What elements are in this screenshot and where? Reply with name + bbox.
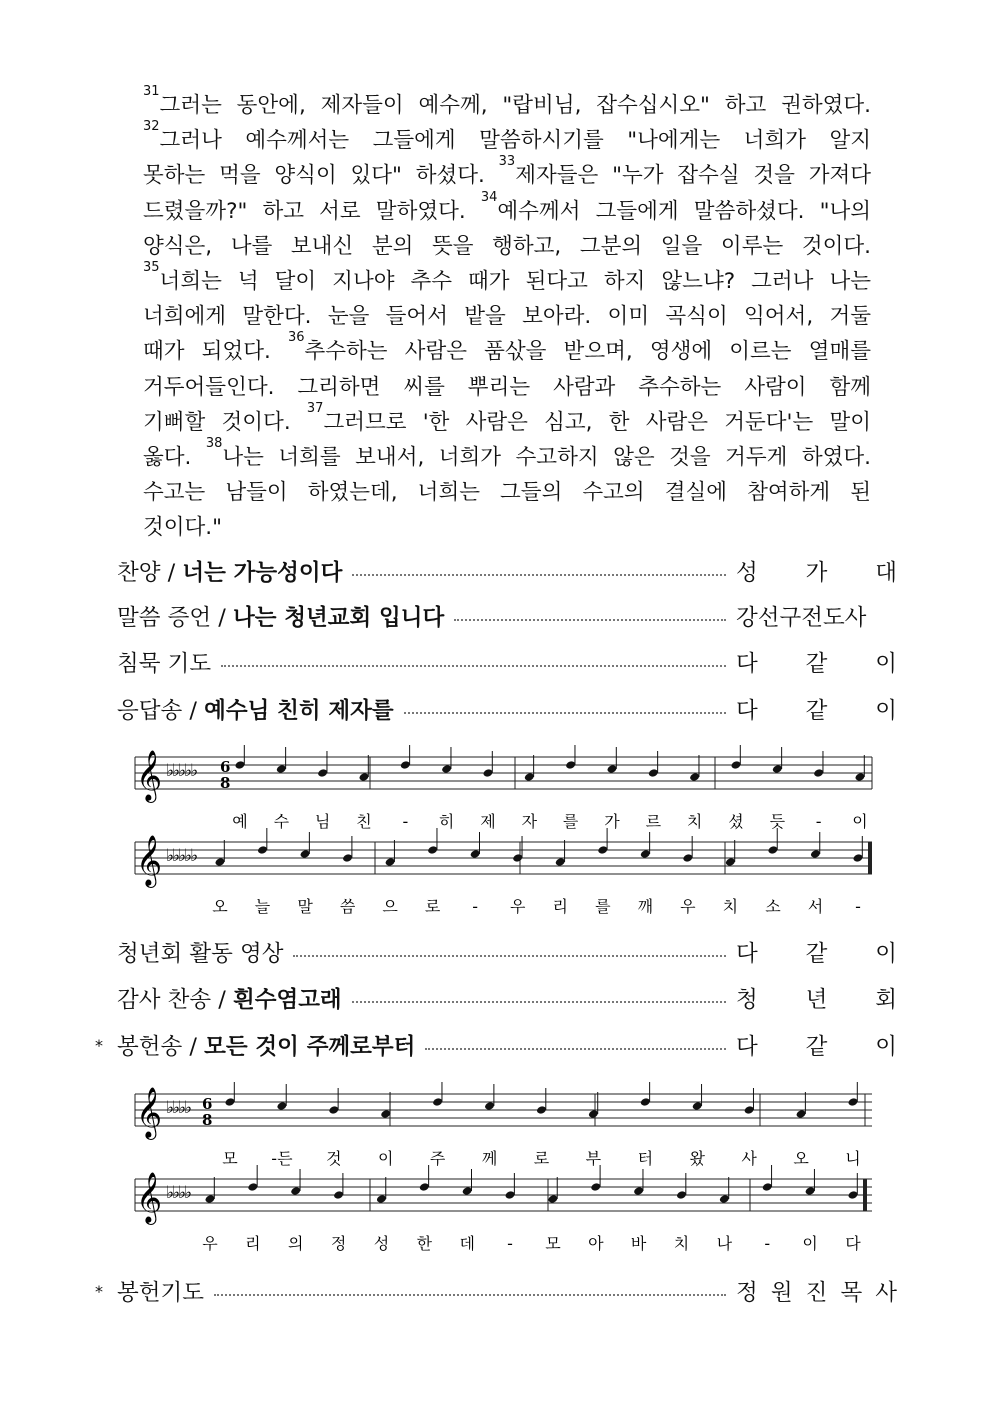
order-leader — [736, 693, 897, 725]
leader-char: 이 — [875, 941, 897, 967]
lyric-syllable: 니 — [845, 1149, 861, 1168]
star-mark: * — [95, 1281, 103, 1301]
verse-text: 드렸을까?" 하고 서로 말하였다. — [143, 198, 481, 224]
leader-char: 다 — [736, 1034, 758, 1060]
leader-char: 같 — [805, 651, 828, 677]
lyric-syllable: 오 — [793, 1149, 809, 1168]
lyric-syllable: 자 — [521, 812, 538, 831]
lyric-syllable: 터 — [637, 1149, 654, 1168]
treble-clef: 𝄞 — [136, 835, 163, 886]
leader-dots — [454, 619, 726, 621]
scripture-line — [143, 475, 871, 510]
lyric-syllable: 르 — [645, 812, 662, 831]
leader-char: 대 — [875, 560, 897, 586]
order-leader — [736, 555, 897, 587]
leader-char: 성 — [736, 560, 758, 586]
lyric-syllable: 모 — [222, 1149, 238, 1168]
lyric-syllable: - — [815, 812, 822, 831]
verse-number: 35 — [143, 259, 160, 275]
verse-text: 기뻐할 것이다. — [143, 409, 307, 435]
order-label: 봉헌송 / — [117, 1034, 205, 1060]
leader-char: 목 — [840, 1280, 863, 1306]
leader-char: 강선구전도사 — [736, 605, 867, 631]
lyric-syllable: 나 — [716, 1234, 733, 1253]
leader-char: 다 — [736, 698, 758, 724]
lyric-syllable: 이 — [802, 1234, 818, 1253]
treble-clef: 𝄞 — [136, 1087, 163, 1138]
verse-number: 37 — [306, 400, 324, 416]
order-label: 말씀 증언 / — [117, 605, 233, 631]
order-leader — [736, 646, 897, 678]
scripture-line — [143, 510, 871, 545]
lyric-syllable: - — [507, 1234, 513, 1253]
leader-dots — [352, 1001, 726, 1003]
verse-text: 그러는 동안에, 제자들이 예수께, "랍비님, 잡수십시오" 하고 권하였다. — [159, 93, 871, 118]
order-leader — [736, 982, 897, 1014]
lyric-syllable: 늘 — [254, 897, 271, 916]
lyric-syllable: -든 — [271, 1149, 293, 1168]
verse-text: 옳다. — [143, 444, 206, 470]
leader-char: 년 — [805, 987, 828, 1013]
lyric-syllable: 모 — [545, 1234, 561, 1253]
lyric-syllable: 리 — [552, 897, 569, 916]
order-praise — [95, 551, 897, 591]
order-leader — [736, 936, 897, 968]
lyric-syllable: 주 — [429, 1149, 446, 1168]
leader-dots — [352, 574, 726, 576]
verse-number: 38 — [205, 435, 223, 451]
leader-char: 같 — [805, 1034, 828, 1060]
lyric-syllable: 친 — [356, 812, 372, 831]
lyric-syllable: 를 — [595, 897, 611, 916]
order-title: 너는 가능성이다 — [182, 560, 343, 586]
score-offering — [130, 1082, 880, 1262]
lyric-syllable: 말 — [297, 897, 313, 916]
verse-text: 예수께서 그들에게 말씀하셨다. "나의 — [497, 198, 872, 224]
key-signature: ♭♭♭♭ — [166, 1098, 191, 1118]
lyric-syllable: 깨 — [637, 897, 654, 916]
leader-char: 진 — [805, 1280, 828, 1306]
order-title: 나는 청년교회 입니다 — [232, 605, 445, 631]
lyric-syllable: 로 — [424, 897, 441, 916]
order-offering-song — [95, 1025, 897, 1065]
lyric-syllable: 수 — [273, 812, 290, 831]
lyric-syllable: 다 — [845, 1234, 861, 1253]
order-title: 흰수염고래 — [232, 987, 342, 1013]
lyric-syllable: 사 — [741, 1149, 757, 1168]
treble-clef: 𝄞 — [136, 1172, 163, 1223]
scripture-line — [143, 189, 872, 229]
lyric-syllable: 정 — [330, 1234, 347, 1253]
leader-char: 원 — [770, 1280, 793, 1306]
lyric-syllable: 씀 — [339, 897, 356, 916]
time-signature-bottom: 8 — [202, 1111, 213, 1129]
scripture-line — [143, 330, 871, 369]
lyric-syllable: 의 — [287, 1234, 304, 1253]
music-staff — [130, 1082, 880, 1262]
lyric-syllable: 성 — [373, 1234, 390, 1253]
scripture-line — [143, 229, 871, 264]
verse-text: 추수하는 사람은 품삯을 받으며, 영생에 이르는 열매를 — [304, 339, 871, 365]
lyric-syllable: 으 — [382, 897, 398, 916]
time-signature-bottom: 8 — [220, 774, 231, 792]
verse-number: 32 — [143, 119, 160, 135]
scripture-line — [143, 400, 871, 440]
scripture-line — [143, 84, 871, 123]
order-title: 예수님 친히 제자를 — [204, 698, 394, 724]
order-leader — [736, 1029, 897, 1061]
music-staff — [130, 745, 880, 925]
lyric-syllable: - — [855, 897, 861, 916]
lyric-syllable: 것 — [326, 1149, 342, 1168]
leader-char: 다 — [736, 941, 758, 967]
order-offering-prayer — [95, 1271, 897, 1311]
lyric-syllable: - — [472, 897, 479, 916]
lyric-syllable: 예 — [232, 812, 248, 831]
verse-number: 36 — [287, 330, 305, 346]
lyric-syllable: 서 — [807, 897, 824, 916]
leader-char: 다 — [736, 651, 758, 677]
lyric-syllable: 치 — [686, 812, 703, 831]
scripture-line — [143, 259, 871, 299]
verse-text: 그러므로 '한 사람은 심고, 한 사람은 거둔다'는 말이 — [323, 409, 871, 435]
verse-text: 나는 너희를 보내서, 너희가 수고하지 않은 것을 거두게 하였다. — [222, 444, 871, 470]
lyric-syllable: 한 — [416, 1234, 433, 1253]
order-youth-video — [95, 932, 897, 972]
time-signature-top: 6 — [202, 1095, 213, 1113]
lyric-syllable: 가 — [604, 812, 620, 831]
order-label: 찬양 / — [117, 560, 183, 586]
leader-char: 이 — [875, 698, 897, 724]
treble-clef: 𝄞 — [136, 750, 163, 801]
lyric-syllable: 부 — [585, 1149, 602, 1168]
lyric-syllable: 님 — [314, 812, 331, 831]
leader-dots — [404, 712, 726, 714]
lyric-syllable: 를 — [562, 812, 579, 831]
lyric-syllable: 바 — [630, 1234, 647, 1253]
order-response-song — [95, 689, 897, 729]
score-response — [130, 745, 880, 925]
lyric-syllable: 데 — [459, 1234, 475, 1253]
lyric-syllable: 치 — [673, 1234, 690, 1253]
order-label: 감사 찬송 / — [117, 987, 233, 1013]
lyric-syllable: 로 — [533, 1149, 550, 1168]
lyric-syllable: - — [764, 1234, 771, 1253]
order-label: 봉헌기도 — [117, 1280, 204, 1306]
order-label: 침묵 기도 — [117, 651, 212, 677]
leader-dots — [425, 1048, 726, 1050]
leader-dots — [221, 665, 726, 667]
leader-char: 회 — [875, 987, 897, 1013]
leader-char: 정 — [736, 1280, 758, 1306]
order-label: 청년회 활동 영상 — [117, 941, 284, 967]
lyric-syllable: 히 — [438, 812, 455, 831]
lyric-syllable: 우 — [509, 897, 526, 916]
order-leader — [736, 1275, 897, 1307]
order-silent-prayer — [95, 642, 897, 682]
key-signature: ♭♭♭♭♭ — [166, 761, 197, 781]
lyric-syllable: 셨 — [728, 812, 744, 831]
order-label: 응답송 / — [117, 698, 205, 724]
lyric-syllable: 소 — [765, 897, 781, 916]
leader-char: 청 — [736, 987, 758, 1013]
verse-text: 거두어들인다. 그리하면 씨를 뿌리는 사람과 추수하는 사람이 함께 — [143, 374, 871, 400]
verse-number: 31 — [143, 84, 160, 99]
verse-text: 양식은, 나를 보내신 분의 뜻을 행하고, 그분의 일을 이루는 것이다. — [143, 233, 871, 259]
order-title: 모든 것이 주께로부터 — [204, 1034, 416, 1060]
lyric-syllable: 치 — [722, 897, 739, 916]
verse-text: 너희에게 말한다. 눈을 들어서 밭을 보아라. 이미 곡식이 익어서, 거둘 — [143, 304, 871, 330]
scripture-passage — [143, 84, 872, 545]
lyric-syllable: 아 — [588, 1234, 604, 1253]
verse-text: 수고는 남들이 하였는데, 너희는 그들의 수고의 결실에 참여하게 된 — [143, 480, 871, 506]
verse-text: 제자들은 "누가 잡수실 것을 가져다 — [515, 163, 871, 189]
lyric-syllable: 듯 — [769, 812, 786, 831]
lyric-syllable: - — [402, 812, 409, 831]
leader-char: 같 — [805, 941, 828, 967]
key-signature: ♭♭♭♭ — [166, 1183, 191, 1203]
lyric-syllable: 오 — [212, 897, 228, 916]
order-leader — [736, 600, 897, 632]
leader-char: 이 — [875, 651, 897, 677]
scripture-line — [143, 370, 871, 405]
lyric-syllable: 우 — [680, 897, 696, 916]
verse-number: 33 — [498, 154, 516, 170]
leader-dots — [214, 1294, 726, 1296]
star-mark: * — [95, 1035, 103, 1055]
verse-text: 것이다." — [143, 515, 223, 541]
lyric-syllable: 이 — [852, 812, 868, 831]
order-testimony — [95, 596, 897, 636]
leader-char: 같 — [805, 698, 828, 724]
verse-text: 너희는 넉 달이 지나야 추수 때가 된다고 하지 않느냐? 그러나 나는 — [159, 268, 871, 294]
scripture-line — [143, 435, 871, 475]
verse-text: 못하는 먹을 양식이 있다" 하셨다. — [143, 163, 499, 189]
lyric-syllable: 왔 — [689, 1149, 705, 1168]
order-thanks-hymn — [95, 978, 897, 1018]
key-signature: ♭♭♭♭♭ — [166, 846, 197, 866]
time-signature-top: 6 — [220, 758, 231, 776]
leader-char: 사 — [875, 1280, 897, 1306]
scripture-line — [143, 299, 871, 334]
scripture-line — [143, 154, 871, 193]
leader-char: 이 — [875, 1034, 897, 1060]
verse-text: 그러나 예수께서는 그들에게 말씀하시기를 "나에게는 너희가 알지 — [159, 128, 871, 154]
verse-number: 34 — [480, 189, 498, 205]
lyric-syllable: 리 — [245, 1234, 261, 1253]
leader-char: 가 — [805, 560, 828, 586]
lyric-syllable: 께 — [481, 1149, 498, 1168]
lyric-syllable: 제 — [480, 812, 496, 831]
verse-text: 때가 되었다. — [143, 339, 288, 365]
leader-dots — [293, 955, 726, 957]
lyric-syllable: 우 — [202, 1234, 218, 1253]
lyric-syllable: 이 — [378, 1149, 394, 1168]
